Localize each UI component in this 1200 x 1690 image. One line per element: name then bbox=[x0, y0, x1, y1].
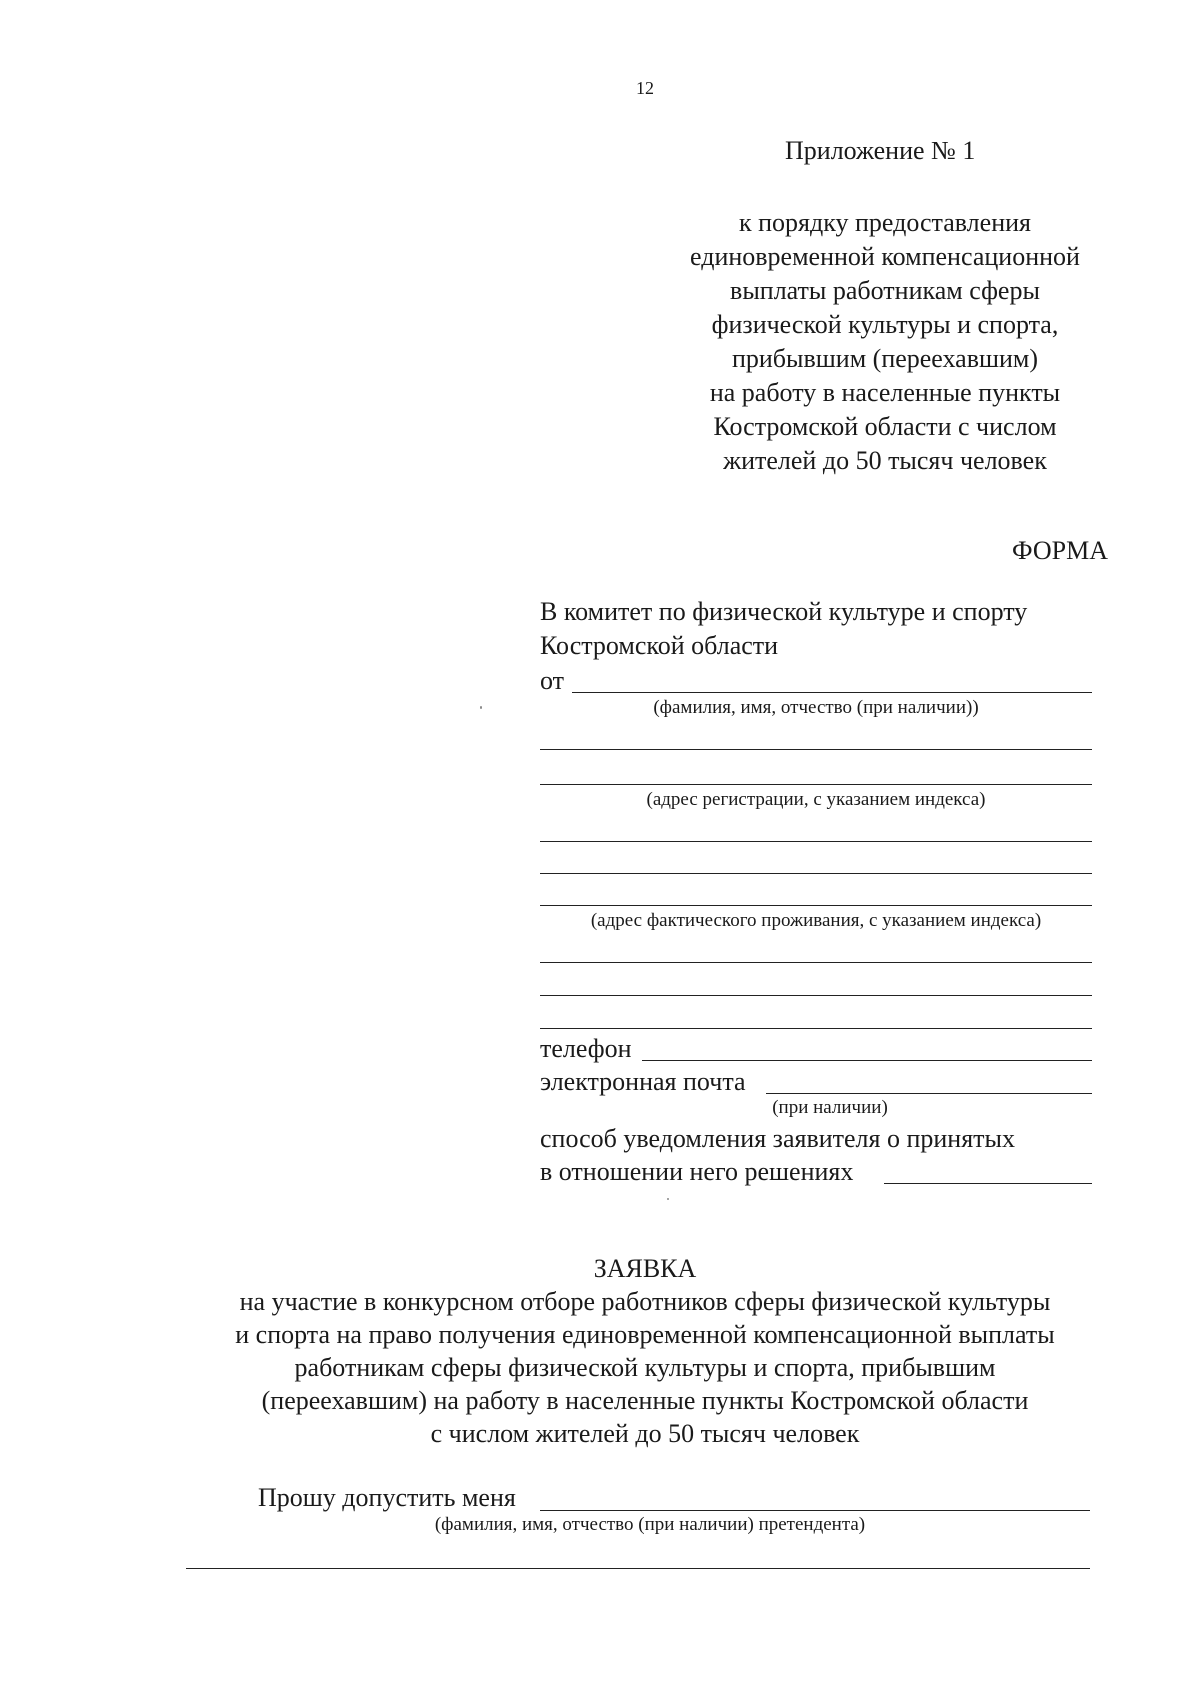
addressee-line-1: В комитет по физической культуре и спорту bbox=[540, 597, 1028, 626]
application-body-line: с числом жителей до 50 тысяч человек bbox=[430, 1419, 860, 1448]
form-label: ФОРМА bbox=[1012, 536, 1108, 565]
appendix-subtitle-line: Костромской области с числом bbox=[713, 412, 1057, 441]
request-label: Прошу допустить меня bbox=[258, 1483, 516, 1512]
appendix-subtitle-line: на работу в населенные пункты bbox=[709, 378, 1061, 407]
actual-address-line-4[interactable] bbox=[540, 1028, 1092, 1029]
application-body bbox=[150, 1285, 1140, 1450]
application-body-line: (переехавшим) на работу в населенные пункты Костромской области bbox=[261, 1386, 1029, 1415]
actual-address-field[interactable] bbox=[540, 905, 1092, 906]
application-body-line: работникам сферы физической культуры и спорта, прибывшим bbox=[294, 1353, 996, 1382]
scan-speck bbox=[667, 1198, 669, 1200]
notify-line-1: способ уведомления заявителя о принятых bbox=[540, 1124, 1016, 1153]
application-title: ЗАЯВКА bbox=[593, 1254, 697, 1283]
from-label: от bbox=[540, 666, 565, 695]
name-continuation-field[interactable] bbox=[540, 749, 1092, 750]
email-caption: (при наличии) bbox=[772, 1097, 888, 1118]
caption-name: (фамилия, имя, отчество (при наличии)) bbox=[653, 697, 979, 718]
appendix-subtitle-line: физической культуры и спорта, bbox=[711, 310, 1059, 339]
registration-address-field[interactable] bbox=[540, 784, 1092, 785]
addressee-line-2: Костромской области bbox=[540, 631, 779, 660]
email-label: электронная почта bbox=[540, 1067, 746, 1096]
appendix-title: Приложение № 1 bbox=[785, 136, 976, 165]
request-caption: (фамилия, имя, отчество (при наличии) претендента) bbox=[434, 1514, 866, 1535]
phone-label: телефон bbox=[540, 1034, 632, 1063]
notify-line-2: в отношении него решениях bbox=[540, 1157, 854, 1186]
applicant-name-continuation-field[interactable] bbox=[186, 1568, 1090, 1569]
appendix-subtitle-line: жителей до 50 тысяч человек bbox=[723, 446, 1047, 475]
actual-address-line-2[interactable] bbox=[540, 962, 1092, 963]
appendix-subtitle-line: выплаты работникам сферы bbox=[730, 276, 1040, 305]
registration-address-line-3[interactable] bbox=[540, 873, 1092, 874]
application-body-line: на участие в конкурсном отборе работников сферы физической культуры bbox=[239, 1287, 1051, 1316]
caption-actual-address: (адрес фактического проживания, с указанием индекса) bbox=[590, 910, 1042, 931]
appendix-subtitle bbox=[650, 206, 1120, 478]
registration-address-line-2[interactable] bbox=[540, 841, 1092, 842]
page-number: 12 bbox=[636, 78, 654, 98]
applicant-name-field[interactable] bbox=[540, 1510, 1090, 1511]
phone-field[interactable] bbox=[642, 1060, 1092, 1061]
appendix-subtitle-line: единовременной компенсационной bbox=[690, 242, 1080, 271]
caption-registration-address: (адрес регистрации, с указанием индекса) bbox=[646, 789, 986, 810]
scan-speck bbox=[480, 706, 482, 709]
notify-method-field[interactable] bbox=[884, 1183, 1092, 1184]
application-body-line: и спорта на право получения единовременной компенсационной выплаты bbox=[235, 1320, 1055, 1349]
from-name-field[interactable] bbox=[572, 692, 1092, 693]
actual-address-line-3[interactable] bbox=[540, 995, 1092, 996]
appendix-subtitle-line: прибывшим (переехавшим) bbox=[731, 344, 1039, 373]
email-field[interactable] bbox=[766, 1093, 1092, 1094]
appendix-subtitle-line: к порядку предоставления bbox=[739, 208, 1031, 237]
